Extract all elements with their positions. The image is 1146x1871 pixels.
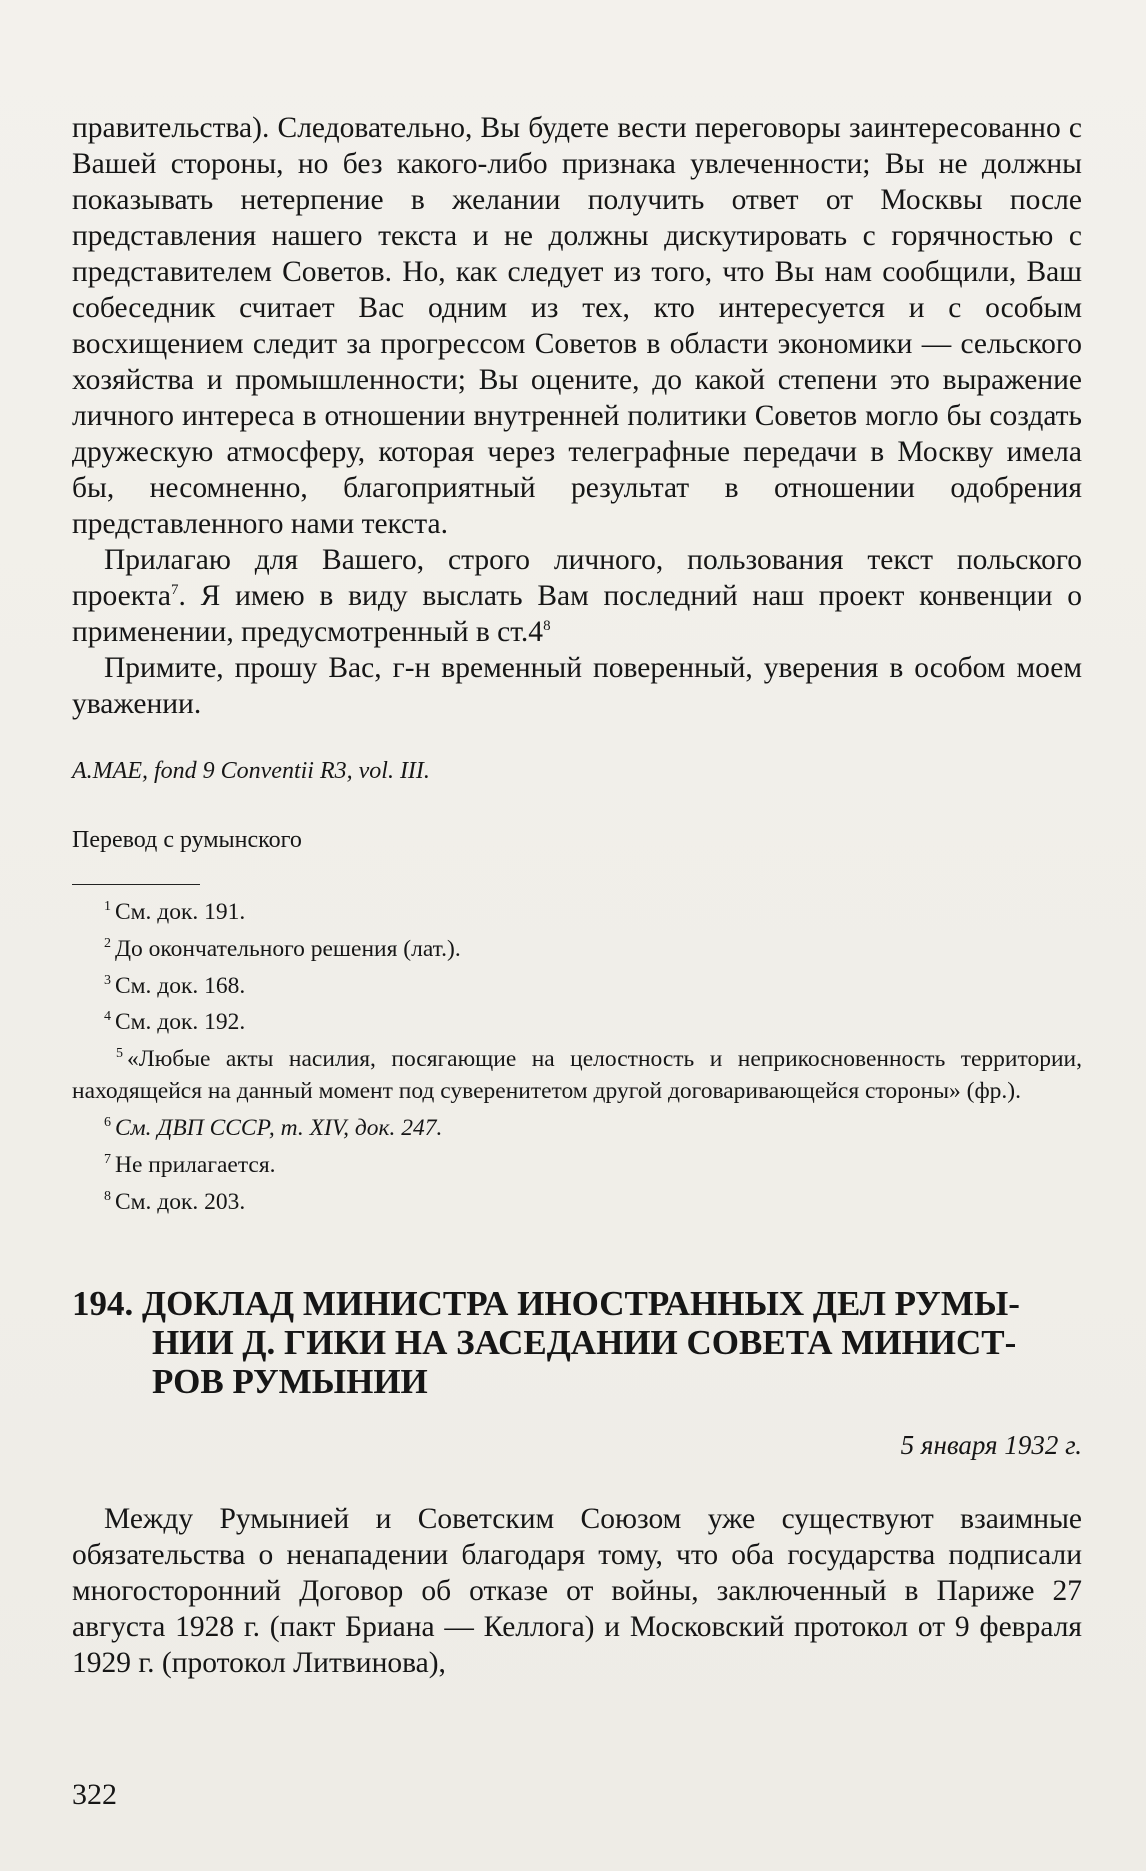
heading-line-1: 194. ДОКЛАД МИНИСТРА ИНОСТРАННЫХ ДЕЛ РУМЫ- <box>72 1283 1020 1323</box>
footnotes-list <box>72 891 1082 1218</box>
footnote-4 <box>72 1001 1082 1038</box>
document-heading <box>72 1284 1082 1401</box>
letter-paragraph-3: Примите, прошу Вас, г-н временный поверенный, уверения в особом моем уважении. <box>72 652 1082 720</box>
heading-line-2: НИИ Д. ГИКИ НА ЗАСЕДАНИИ СОВЕТА МИНИСТ- <box>152 1322 1017 1362</box>
footnote-number: 5 <box>116 1046 123 1062</box>
footnote-text: См. док. 168. <box>115 972 246 999</box>
letter-paragraph-2-part-a: Прилагаю для Вашего, строго личного, пользования текст польского проекта <box>72 544 1082 612</box>
footnote-3 <box>72 965 1082 1002</box>
footnote-5 <box>72 1038 1082 1107</box>
footnote-6 <box>72 1107 1082 1144</box>
footnote-text: До окончательного решения (лат.). <box>115 935 461 962</box>
footnote-ref-7: 7 <box>171 582 179 599</box>
footnote-text: См. ДВП СССР, т. XIV, док. 247. <box>115 1114 443 1141</box>
heading-line-3: РОВ РУМЫНИИ <box>152 1361 428 1401</box>
footnote-indent <box>72 1046 116 1072</box>
footnote-text: См. док. 191. <box>115 898 246 925</box>
document-date: 5 января 1932 г. <box>900 1429 1082 1460</box>
footnote-number: 8 <box>104 1188 111 1204</box>
footnote-text: См. док. 203. <box>115 1188 246 1215</box>
footnote-number: 6 <box>104 1115 111 1131</box>
footnote-text: Не прилагается. <box>115 1151 276 1178</box>
letter-paragraph-2 <box>72 542 1082 650</box>
footnote-text: См. док. 192. <box>115 1009 246 1036</box>
translation-note: Перевод с румынского <box>72 827 302 853</box>
page-content <box>72 110 1082 1681</box>
footnote-number: 7 <box>104 1151 111 1167</box>
footnote-number: 4 <box>104 1009 111 1025</box>
footnote-number: 2 <box>104 935 111 951</box>
footnote-1 <box>72 891 1082 928</box>
letter-paragraph-1: правительства). Следовательно, Вы будете вести переговоры заинтересованно с Вашей стороны, но без какого-либо признака увлеченности; Вы не должны показывать нетерпение в желании получить ответ от Москвы после представления нашего текста и не должны дискутировать с горячностью с представителем Советов. Но, как следует из того, что Вы нам сообщили, Ваш собеседник считает Вас одним из тех, кто интересуется и с особым восхищением следит за прогрессом Советов в области экономики — сельского хозяйства и промышленности; Вы оцените, до какой степени это выражение личного интереса в отношении внутренней политики Советов могло бы создать дружескую атмосферу, которая через телеграфные передачи в Москву имела бы, несомненно, благоприятный результат в отношении одобрения представленного нами текста. <box>72 112 1082 540</box>
page-number: 322 <box>72 1778 117 1811</box>
archive-source: A.MAE, fond 9 Conventii R3, vol. III. <box>72 758 430 784</box>
letter-paragraph-2-part-b: . Я имею в виду выслать Вам последний наш проект конвенции о применении, предусмотренный в ст.4 <box>72 580 1082 648</box>
footnote-8 <box>72 1181 1082 1218</box>
footnote-7 <box>72 1144 1082 1181</box>
footnote-number: 1 <box>104 899 111 914</box>
footnote-number: 3 <box>104 972 111 988</box>
footnote-ref-8: 8 <box>543 618 551 635</box>
document-paragraph-1: Между Румынией и Советским Союзом уже существуют взаимные обязательства о ненападении благодаря тому, что оба государства подписали многосторонний Договор об отказе от войны, заключенный в Париже 27 августа 1928 г. (пакт Бриана — Келлога) и Московский протокол от 9 февраля 1929 г. (протокол Литвинова), <box>72 1502 1082 1679</box>
footnote-divider <box>72 884 200 885</box>
footnote-text: «Любые акты насилия, посягающие на целостность и неприкосновенность территории, находящейся на данный момент под суверенитетом другой договаривающейся стороны» (фр.). <box>72 1046 1082 1105</box>
footnote-2 <box>72 928 1082 965</box>
